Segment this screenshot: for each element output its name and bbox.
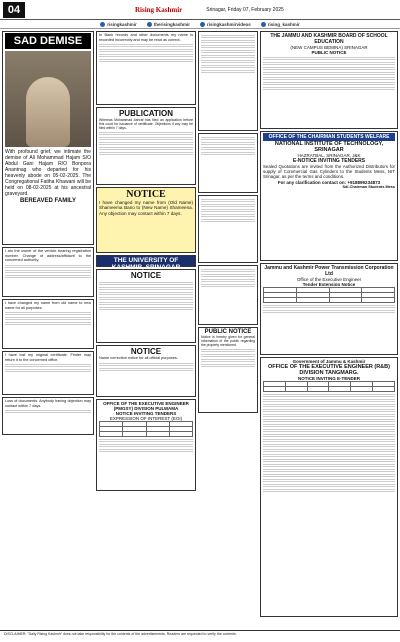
notice-box: I have changed my name from old name to new name for all purposes. bbox=[2, 299, 94, 349]
public-notice-box: PUBLIC NOTICE Notice is hereby given for general information of the public regarding the property mentioned. bbox=[198, 327, 258, 413]
notice-box: NOTICE Name correction notice for all official purposes. bbox=[96, 345, 196, 397]
notice-box: I am the owner of the vehicle bearing registration number. Change of address/affidavit to the concerned authority. bbox=[2, 247, 94, 297]
notice-box: Loss of documents. Anybody having objection may contact within 7 days. bbox=[2, 397, 94, 435]
notice-title: NOTICE bbox=[126, 189, 166, 200]
rb-table bbox=[263, 381, 395, 392]
publication-text: Whereas Mohammad Ashraf has filed an application before this court for issuance of certificate. Objections if any may be filed within 7 days. bbox=[99, 118, 193, 130]
notice-text: I have changed my name from (Old Name) Shameema Bano to (New Name) Shameena. Any objection may contact within 7 days. bbox=[99, 200, 193, 216]
power-tender: Jammu and Kashmir Power Transmission Corporation Ltd Office of the Executive Engineer Tender Extension Notice bbox=[260, 263, 398, 355]
publication-title: PUBLICATION bbox=[118, 109, 174, 118]
notice-box: In Bank records and other documents my name is recorded incorrectly and may be read as correct. bbox=[96, 31, 196, 105]
notice-box: I have lost my original certificate. Finder may return it to the concerned office. bbox=[2, 351, 94, 395]
sad-demise-title: SAD DEMISE bbox=[5, 33, 91, 49]
portrait-image bbox=[5, 51, 91, 147]
board-notice: THE JAMMU AND KASHMIR BOARD OF SCHOOL EDUCATION (NEW CAMPUS BEMINA) SRINAGAR PUBLIC NOTICE bbox=[260, 31, 398, 129]
notice-box bbox=[198, 195, 258, 263]
tender-table bbox=[99, 421, 193, 437]
social-handle: therisingkashmir bbox=[147, 20, 190, 28]
column-1 bbox=[2, 31, 94, 628]
notice-box bbox=[198, 265, 258, 325]
university-title: THE UNIVERSITY OF KASHMIR, SRINAGAR bbox=[111, 257, 181, 271]
rb-tender: Government of Jammu & Kashmir OFFICE OF THE EXECUTIVE ENGINEER (R&B) DIVISION TANGMARG. NOTICE INVITING E-TENDER bbox=[260, 357, 398, 617]
column-3 bbox=[198, 31, 258, 628]
notice-box bbox=[198, 133, 258, 193]
masthead-brand: Rising Kashmir bbox=[135, 5, 183, 14]
pmgsy-office: OFFICE OF THE EXECUTIVE ENGINEER (PMGSY) DIVISION PULWAMA bbox=[103, 401, 189, 411]
disclaimer-footer: DISCLAIMER: "Daily Rising Kashmir" does not take responsibility for the contents of the advertisements. Readers are requested to verify the contents. bbox=[0, 630, 400, 642]
university-banner bbox=[96, 255, 196, 271]
social-handle: rising_kashmir bbox=[261, 20, 300, 28]
column-2 bbox=[96, 31, 196, 628]
page-header bbox=[0, 0, 400, 20]
bereaved-family: BEREAVED FAMILY bbox=[19, 198, 76, 204]
publication-box bbox=[96, 107, 196, 185]
name-change-notice bbox=[96, 187, 196, 253]
dateline: Srinagar, Friday 07, February 2025 bbox=[206, 6, 284, 13]
notice-box bbox=[198, 31, 258, 131]
sad-demise-ad bbox=[2, 31, 94, 245]
facebook-icon bbox=[147, 22, 152, 27]
public-notice-title: PUBLIC NOTICE bbox=[204, 329, 252, 335]
youtube-icon bbox=[200, 22, 205, 27]
board-title: THE JAMMU AND KASHMIR BOARD OF SCHOOL EDUCATION bbox=[270, 33, 388, 45]
column-4 bbox=[260, 31, 398, 628]
sad-demise-text: With profound grief, we intimate the demise of Ali Mohammad Hajam S/O Abdul Gani Hajam R/O Bonpora Anantnag who departed for his heavenly abode on 05-02-2025. The Congregational Fatiha Khawani will be held on 08-02-2025 at his ancestral graveyard. bbox=[5, 149, 91, 197]
pmgsy-tender: OFFICE OF THE EXECUTIVE ENGINEER (PMGSY) DIVISION PULWAMA NOTICE INVITING TENDERS EXPRESSION OF INTEREST (EOI) bbox=[96, 399, 196, 491]
university-notice: NOTICE bbox=[96, 269, 196, 343]
instagram-icon bbox=[261, 22, 266, 27]
social-handle: risingkashmir bbox=[100, 20, 137, 28]
extension-table bbox=[263, 287, 395, 303]
page-number: 04 bbox=[3, 2, 25, 18]
social-bar bbox=[0, 20, 400, 29]
twitter-icon bbox=[100, 22, 105, 27]
rb-title: OFFICE OF THE EXECUTIVE ENGINEER (R&B) DIVISION TANGMARG. bbox=[268, 364, 390, 376]
social-handle: risingkashmirvideos bbox=[200, 20, 251, 28]
nit-tender: OFFICE OF THE CHAIRMAN STUDENTS WELFARE NATIONAL INSTITUTE OF TECHNOLOGY, SRINAGAR HAZRATBAL, SRINAGAR, J&K E-NOTICE INVITING TENDERS Sealed Quotations are invited from the Authorized Distributors for supply of Commercial Gas Cylinders to the Students Mess, NIT Srinagar, as per the terms and conditions. For any clarification contact on: +918899234873 Sd/-Chairman Students Mess bbox=[260, 131, 398, 261]
chairman-office: OFFICE OF THE CHAIRMAN STUDENTS WELFARE bbox=[263, 133, 395, 141]
